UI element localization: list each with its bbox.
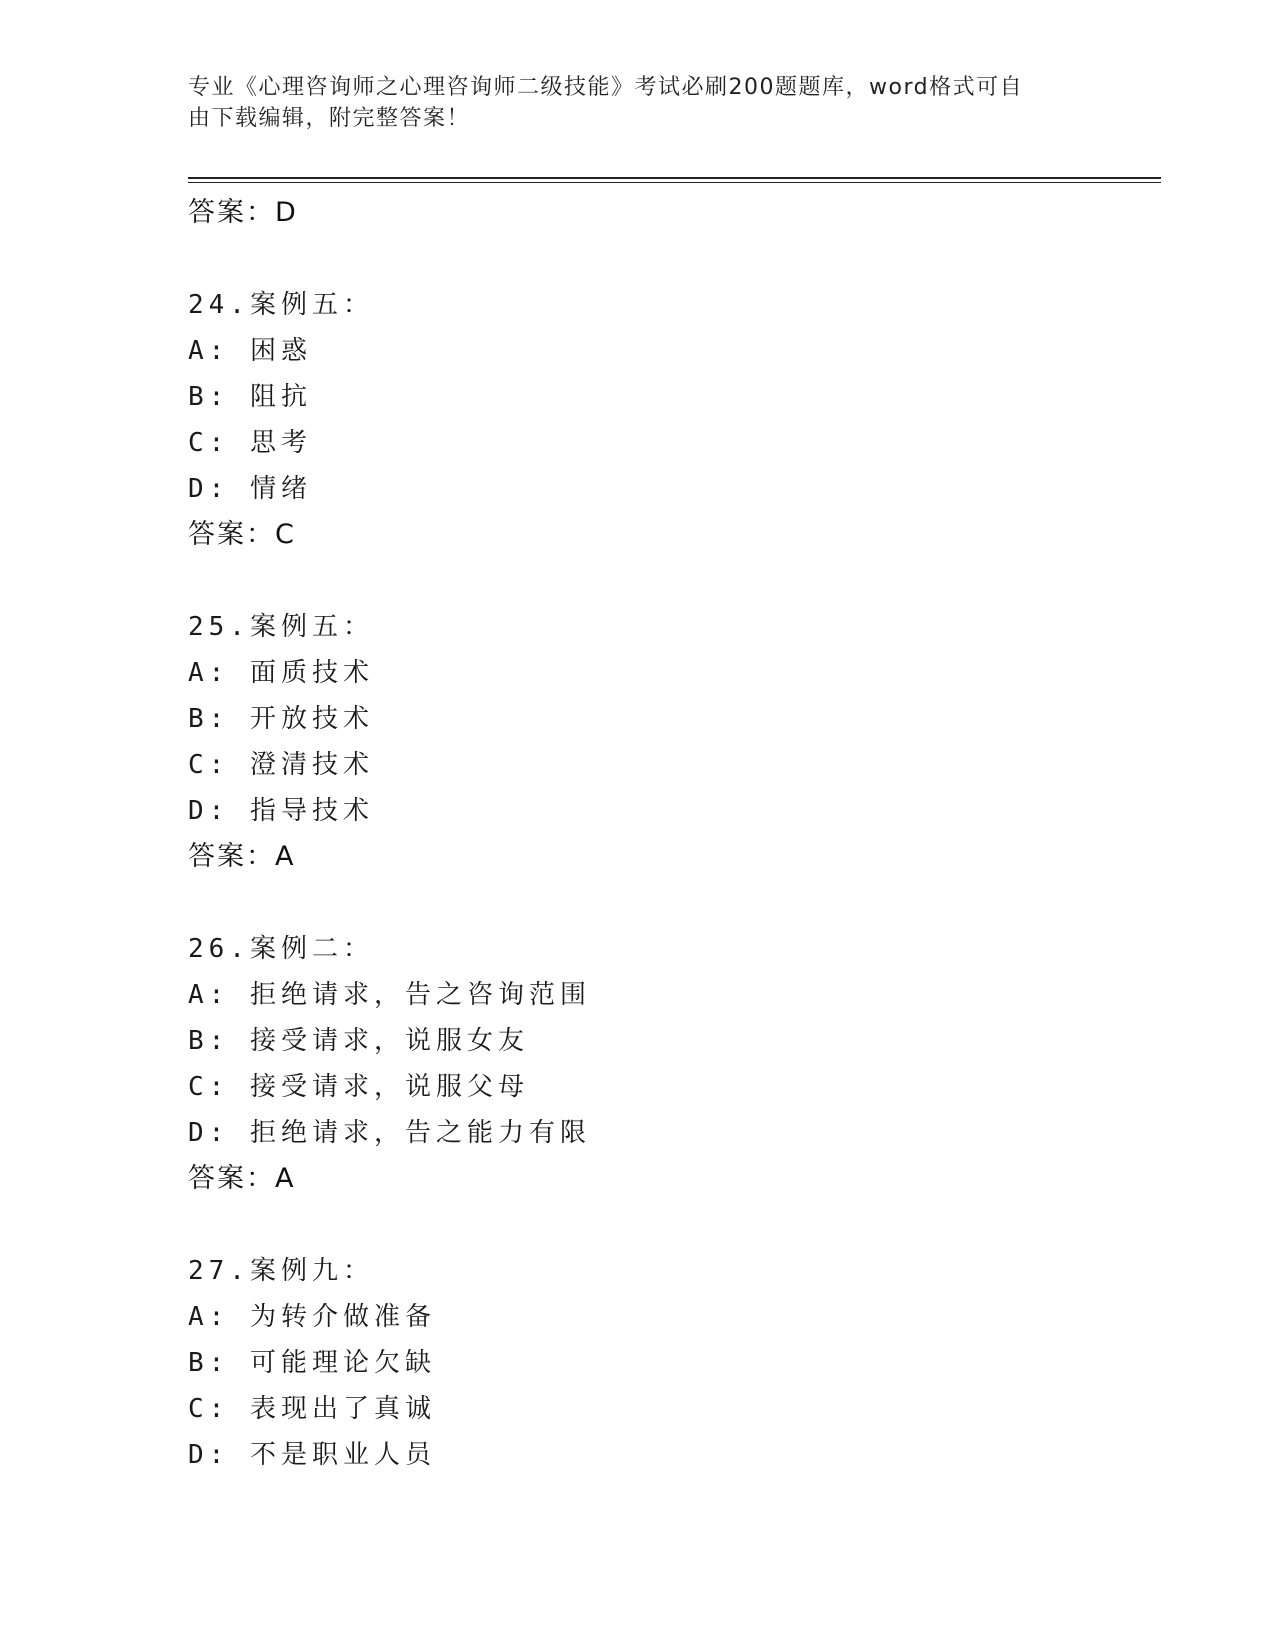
option-d: D: 情绪: [188, 474, 312, 504]
header-divider-thin: [188, 182, 1161, 183]
header-line-1: 专业《心理咨询师之心理咨询师二级技能》考试必刷200题题库，word格式可自: [188, 75, 1024, 100]
question-block: [188, 1248, 1148, 1478]
spacer: [188, 1202, 1148, 1248]
document-header: [188, 72, 1068, 134]
option-b: B: 阻抗: [188, 382, 312, 412]
option-c: C: 思考: [188, 428, 312, 458]
header-line-2: 由下载编辑，附完整答案！: [188, 106, 471, 131]
option-c: C: 澄清技术: [188, 750, 374, 780]
option-d: D: 拒绝请求，告之能力有限: [188, 1118, 591, 1148]
question-stem: 27.案例九：: [188, 1256, 374, 1286]
option-b: B: 接受请求，说服女友: [188, 1026, 529, 1056]
spacer: [188, 558, 1148, 604]
answer-line: 答案：C: [188, 519, 296, 550]
option-a: A: 为转介做准备: [188, 1302, 436, 1332]
question-stem: 25.案例五：: [188, 612, 374, 642]
option-a: A: 拒绝请求，告之咨询范围: [188, 980, 591, 1010]
option-c: C: 接受请求，说服父母: [188, 1072, 529, 1102]
answer-line: 答案：A: [188, 1163, 296, 1194]
spacer: [188, 880, 1148, 926]
header-divider-thick: [188, 177, 1161, 179]
question-block: [188, 604, 1148, 880]
option-d: D: 指导技术: [188, 796, 374, 826]
question-stem: 26.案例二：: [188, 934, 374, 964]
option-a: A: 面质技术: [188, 658, 374, 688]
answer-line: 答案：D: [188, 197, 298, 228]
question-stem: 24.案例五：: [188, 290, 374, 320]
question-block: [188, 926, 1148, 1202]
answer-line: 答案：A: [188, 841, 296, 872]
spacer: [188, 236, 1148, 282]
question-block: [188, 282, 1148, 558]
option-c: C: 表现出了真诚: [188, 1394, 436, 1424]
option-d: D: 不是职业人员: [188, 1440, 436, 1470]
question-list: [188, 190, 1148, 1478]
option-b: B: 开放技术: [188, 704, 374, 734]
option-a: A: 困惑: [188, 336, 312, 366]
option-b: B: 可能理论欠缺: [188, 1348, 436, 1378]
